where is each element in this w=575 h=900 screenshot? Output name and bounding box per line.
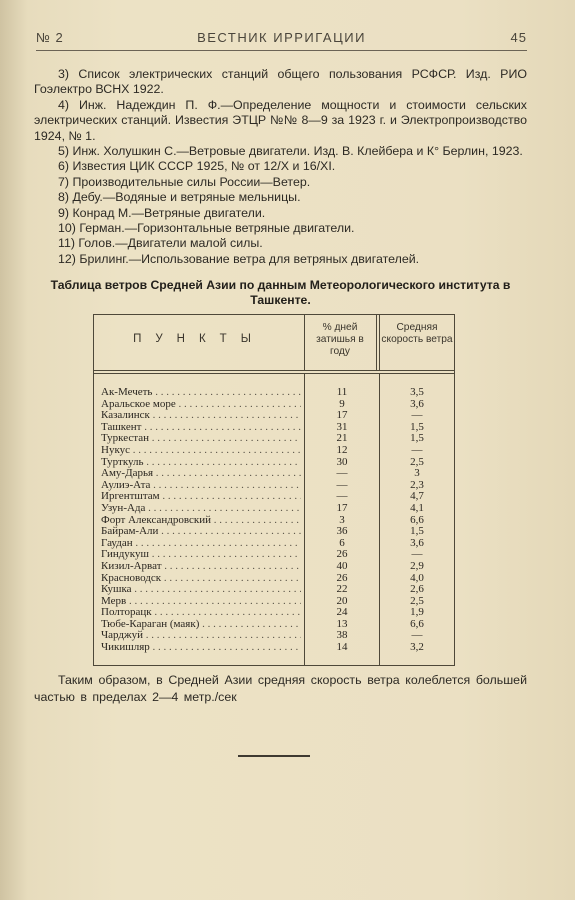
- issue-number: № 2: [36, 30, 64, 45]
- reference-item: 11) Голов.—Двигатели малой силы.: [58, 236, 263, 251]
- calm-days-value: 11: [336, 386, 348, 398]
- calm-days-value: 17: [336, 501, 348, 514]
- station-name: Чикишляр . . .: [101, 642, 301, 654]
- wind-speed-value: —: [411, 548, 423, 561]
- wind-speed-value: 2,5: [410, 455, 424, 468]
- station-name: Байрам-Али . . .: [101, 526, 301, 538]
- station-name: Аму-Дарья . . .: [101, 468, 301, 480]
- reference-item: 7) Производительные силы России—Ветер.: [58, 174, 311, 189]
- wind-speed-value: 3: [414, 467, 420, 480]
- wind-speed-value: 2,3: [410, 478, 424, 491]
- table-row: [94, 387, 454, 399]
- reference-item: 5) Инж. Холушкин С.—Ветровые двигатели. Изд. В. Клейбера и К° Берлин, 1923.: [58, 144, 523, 159]
- wind-speed-value: 6,6: [410, 513, 424, 526]
- station-name: Аральское море . . .: [101, 399, 301, 411]
- calm-days-value: 38: [336, 629, 348, 642]
- station-name: Узун-Ада . . .: [101, 503, 301, 515]
- wind-speed-value: 1,5: [410, 525, 424, 538]
- reference-item: 9) Конрад М.—Ветряные двигатели.: [58, 205, 266, 220]
- station-name: Ак-Мечеть . . .: [101, 387, 301, 399]
- station-name: Иргентштам . . .: [101, 491, 301, 503]
- table-row: [94, 422, 454, 434]
- calm-days-value: 14: [336, 641, 348, 654]
- wind-speed-value: —: [411, 409, 423, 422]
- table-row: [94, 526, 454, 538]
- page-number: 45: [510, 30, 527, 45]
- table-row: [94, 584, 454, 596]
- station-name: Ташкент . . .: [101, 422, 301, 434]
- wind-speed-value: —: [411, 629, 423, 642]
- section-divider: [238, 755, 310, 757]
- table-body: [94, 387, 454, 654]
- station-name: Красноводск . . .: [101, 573, 301, 585]
- wind-speed-value: 2,6: [410, 583, 424, 596]
- calm-days-value: 40: [336, 559, 348, 572]
- station-name: Мерв . . .: [101, 596, 301, 608]
- column-header-wind-speed: Средняя скорость ветра: [381, 322, 453, 345]
- table-row: [94, 491, 454, 503]
- station-name: Гаудан . . .: [101, 538, 301, 550]
- station-name: Кизил-Арват . . .: [101, 561, 301, 573]
- station-name: Нукус . . .: [101, 445, 301, 457]
- table-row: [94, 561, 454, 573]
- reference-item: 3) Список электрических станций общего пользования РСФСР. Изд. РИО Гоэлектро ВСНХ 1922.: [34, 67, 527, 97]
- wind-speed-value: 2,5: [410, 594, 424, 607]
- table-row: [94, 433, 454, 445]
- table-row: [94, 445, 454, 457]
- table-row: [94, 480, 454, 492]
- reference-item: 10) Герман.—Горизонтальные ветряные двигатели.: [58, 221, 355, 236]
- calm-days-value: 9: [339, 397, 345, 410]
- calm-days-value: —: [336, 467, 348, 480]
- table-row: [94, 630, 454, 642]
- station-name: Форт Александровский . . .: [101, 515, 301, 527]
- table-row: [94, 515, 454, 527]
- reference-item: 12) Брилинг.—Использование ветра для ветряных двигателей.: [58, 251, 420, 266]
- calm-days-value: —: [336, 490, 348, 503]
- table-row: [94, 538, 454, 550]
- running-header: [36, 30, 527, 51]
- conclusion-paragraph: Таким образом, в Средней Азии средняя скорость ветра колеблется большей частью в пределах 2—4 метр./сек: [34, 673, 527, 704]
- table-row: [94, 573, 454, 585]
- wind-table: [93, 314, 455, 666]
- wind-speed-value: 3,2: [410, 641, 424, 654]
- calm-days-value: 3: [339, 513, 345, 526]
- calm-days-value: 24: [336, 606, 348, 619]
- wind-speed-value: 1,5: [410, 432, 424, 445]
- table-row: [94, 410, 454, 422]
- calm-days-value: 20: [336, 594, 348, 607]
- calm-days-value: 30: [336, 455, 348, 468]
- table-row: [94, 468, 454, 480]
- calm-days-value: 26: [336, 571, 348, 584]
- reference-item: 4) Инж. Надеждин П. Ф.—Определение мощности и стоимости сельских электрических станций. Известия ЭТЦР №№ 8—9 за 1923 г. и Электропроизводство 1924, № 1.: [34, 97, 527, 143]
- table-caption: Таблица ветров Средней Азии по данным Метеорологического института в Ташкенте.: [50, 278, 511, 307]
- wind-speed-value: —: [411, 443, 423, 456]
- station-name: Туркестан . . .: [101, 433, 301, 445]
- station-name: Кушка . . .: [101, 584, 301, 596]
- calm-days-value: 36: [336, 525, 348, 538]
- calm-days-value: 21: [336, 432, 348, 445]
- column-header-points: ПУНКТЫ: [133, 333, 265, 345]
- wind-speed-value: 4,1: [410, 501, 424, 514]
- wind-speed-value: 1,9: [410, 606, 424, 619]
- conclusion-text: [34, 672, 527, 706]
- calm-days-value: 31: [336, 420, 348, 433]
- station-name: Казалинск . . .: [101, 410, 301, 422]
- wind-speed-value: 1,5: [410, 420, 424, 433]
- table-row: [94, 596, 454, 608]
- wind-speed-value: 6,6: [410, 617, 424, 630]
- station-name: Аулиэ-Ата . . .: [101, 480, 301, 492]
- calm-days-value: 17: [336, 409, 348, 422]
- column-header-calm-days: % дней затишья в году: [316, 322, 364, 357]
- station-name: Турткуль . . .: [101, 457, 301, 469]
- table-row: [94, 503, 454, 515]
- wind-speed-value: 3,5: [410, 386, 424, 398]
- calm-days-value: 6: [339, 536, 345, 549]
- wind-speed-value: 3,6: [410, 536, 424, 549]
- journal-title: ВЕСТНИК ИРРИГАЦИИ: [197, 30, 366, 45]
- table-row: [94, 619, 454, 631]
- wind-speed-value: 2,9: [410, 559, 424, 572]
- calm-days-value: 22: [336, 583, 348, 596]
- table-row: [94, 457, 454, 469]
- calm-days-value: 12: [336, 443, 348, 456]
- calm-days-value: 13: [336, 617, 348, 630]
- table-row: [94, 642, 454, 654]
- wind-speed-value: 4,0: [410, 571, 424, 584]
- station-name: Полторацк . . .: [101, 607, 301, 619]
- table-row: [94, 399, 454, 411]
- wind-speed-value: 4,7: [410, 490, 424, 503]
- table-row: [94, 607, 454, 619]
- station-name: Гиндукуш . . .: [101, 549, 301, 561]
- reference-item: 6) Известия ЦИК СССР 1925, № от 12/X и 16/XI.: [58, 159, 336, 174]
- calm-days-value: —: [336, 478, 348, 491]
- station-name: Тюбе-Караган (маяк) . . .: [101, 619, 301, 631]
- calm-days-value: 26: [336, 548, 348, 561]
- reference-list: [34, 67, 527, 267]
- wind-speed-value: 3,6: [410, 397, 424, 410]
- station-name: Чарджуй . . .: [101, 630, 301, 642]
- reference-item: 8) Дебу.—Водяные и ветряные мельницы.: [58, 190, 301, 205]
- table-row: [94, 549, 454, 561]
